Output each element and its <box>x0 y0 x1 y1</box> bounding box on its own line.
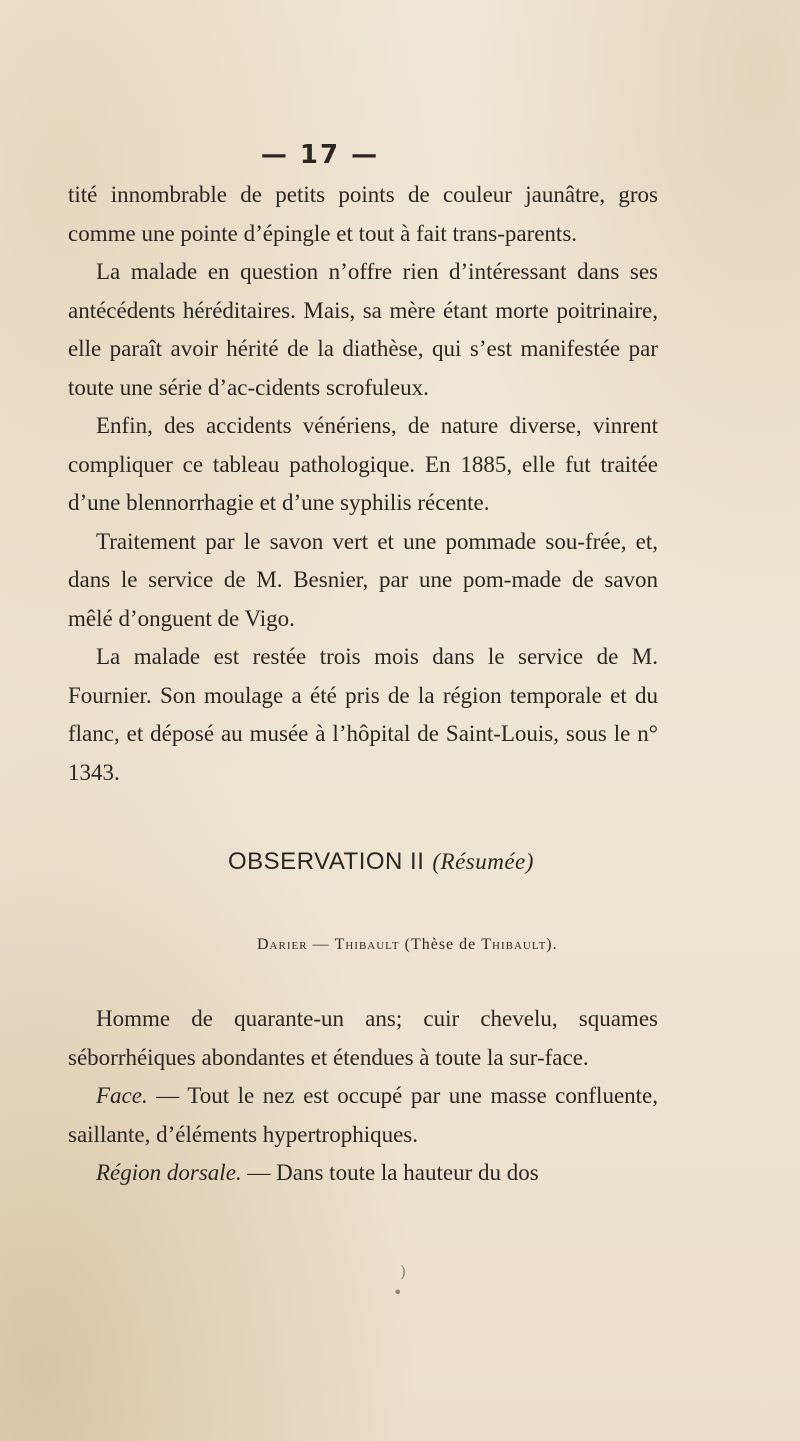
separator: — <box>312 936 330 953</box>
paragraph: Homme de quarante-un ans; cuir chevelu, squames séborrhéiques abondantes et étendues à toute la sur-face. <box>68 1006 658 1070</box>
observation-title: OBSERVATION II <box>228 848 425 875</box>
paragraph: tité innombrable de petits points de couleur jaunâtre, gros comme une pointe d’épingle et tout à fait trans-parents. <box>68 182 658 246</box>
paragraph: Enfin, des accidents vénériens, de nature diverse, vinrent compliquer ce tableau pathologique. En 1885, elle fut traitée d’une blennorrhagie et d’une syphilis récente. <box>68 413 658 515</box>
paragraph <box>68 1077 658 1154</box>
source-author: Thibault <box>481 936 547 953</box>
section-label: Face. <box>96 1083 148 1108</box>
body-text <box>68 176 658 792</box>
stray-mark: • <box>393 1283 403 1302</box>
page-number: — 17 — <box>260 140 380 170</box>
paragraph: La malade en question n’offre rien d’intéressant dans ses antécédents héréditaires. Mais, sa mère étant morte poitrinaire, elle paraît avoir hérité de la diathèse, qui s’est manifestée par toute une série d’ac-cidents scrofuleux. <box>68 259 658 400</box>
paragraph: Traitement par le savon vert et une pommade sou-frée, et, dans le service de M. Besnier, par une pom-made de savon mêlé d’onguent de Vigo. <box>68 528 658 631</box>
stray-mark: ) <box>400 1262 407 1281</box>
observation-heading <box>228 848 534 876</box>
author-name: Darier <box>257 936 308 953</box>
observation-text <box>68 1000 658 1193</box>
section-label: Région dorsale. <box>96 1160 242 1185</box>
section-text: — Tout le nez est occupé par une masse confluente, saillante, d’éléments hypertrophiques. <box>68 1083 658 1147</box>
observation-subtitle: (Résumée) <box>432 849 534 874</box>
paragraph <box>68 1154 658 1193</box>
section-text: — Dans toute la hauteur du dos <box>247 1160 539 1185</box>
source-suffix: ). <box>546 936 558 953</box>
source-prefix: (Thèse de <box>404 936 477 953</box>
paragraph: La malade est restée trois mois dans le service de M. Fournier. Son moulage a été pris de la région temporale et du flanc, et déposé au musée à l’hôpital de Saint-Louis, sous le n° 1343. <box>68 644 658 785</box>
observation-attribution <box>257 936 558 954</box>
author-name: Thibault <box>334 936 400 953</box>
